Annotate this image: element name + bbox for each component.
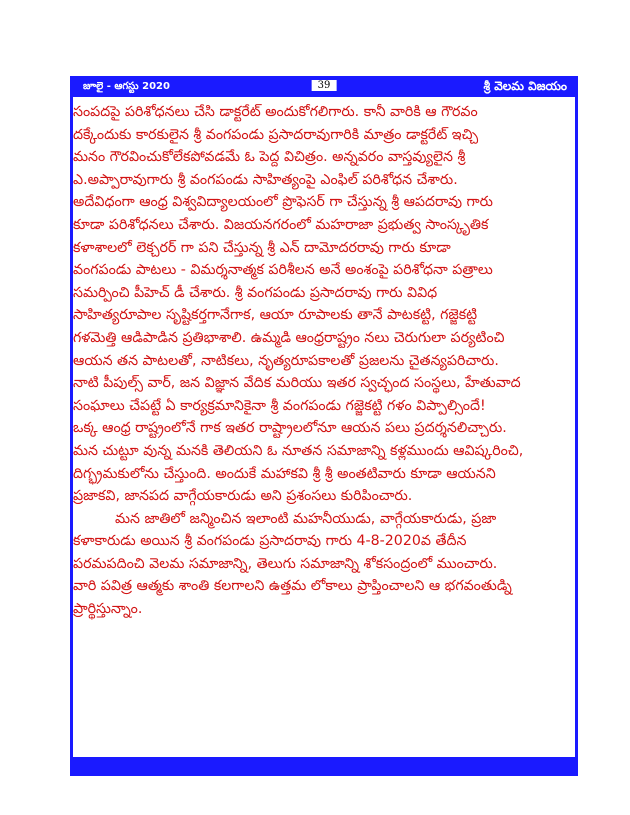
text-line: వారి పవిత్ర ఆత్మకు శాంతి కలగాలని ఉత్తమ లోకాలు ప్రాప్తించాలని ఆ భగవంతుడ్ని (73, 578, 512, 595)
text-line: సంపదపై పరిశోధనలు చేసి డాక్టరేట్ అందుకోగలిగారు. కానీ వారికి ఆ గౌరవం (73, 104, 478, 120)
text-line: మనం గౌరవించుకోలేకపోవడమే ఓ పెద్ద విచిత్రం. అన్నవరం వాస్తవ్యులైన శ్రీ (73, 149, 466, 166)
text-line: గళమెత్తి ఆడిపాడిన ప్రతిభాశాలి. ఉమ్మడి ఆంధ్రరాష్ట్రం నలు చెరుగులా పర్యటించి (73, 329, 505, 346)
text-line: ప్రజాకవి, జానపద వాగ్గేయకారుడు అని ప్రశంసలు కురిపించారు. (73, 488, 413, 505)
header-bar (73, 79, 575, 97)
text-line: నాటి పీపుల్స్ వార్, జన విజ్ఞాన వేదిక మరియు ఇతర స్వచ్ఛంద సంస్థలు, హేతువాద (73, 375, 521, 392)
text-line: ఆయన తన పాటలతో, నాటికలు, నృత్యరూపకాలతో ప్రజలను చైతన్యపరిచారు. (73, 352, 499, 369)
text-line: సంఘాలు చేపట్టే ఏ కార్యక్రమానికైనా శ్రీ వంగపండు గజ్జెకట్టి గళం విప్పాల్సిందే! (73, 397, 486, 414)
text-line: అదేవిధంగా ఆంధ్ర విశ్వవిద్యాలయంలో ప్రొఫెసర్ గా చేస్తున్న శ్రీ ఆపదరావు గారు (73, 194, 493, 211)
page-number: 39 (312, 80, 337, 91)
page-frame (70, 76, 578, 776)
text-line: కూడా పరిశోధనలు చేశారు. విజయనగరంలో మహరాజా ప్రభుత్వ సాంస్కృతిక (73, 216, 489, 233)
text-line: వంగపండు పాటలు - విమర్శనాత్మక పరిశీలన అనే అంశంపై పరిశోధనా పత్రాలు (73, 262, 493, 279)
text-line: పరమపదించి వెలమ సమాజాన్ని, తెలుగు సమాజాన్ని శోకసంద్రంలో ముంచారు. (73, 555, 498, 572)
footer-bar (73, 757, 575, 773)
text-line: సాహిత్యరూపాల సృష్టికర్తగానేగాక, ఆయా రూపాలకు తానే పాటకట్టి, గజ్జెకట్టి (73, 307, 478, 324)
text-line: దిగ్భ్రమకులోను చేస్తుంది. అందుకే మహాకవి శ్రీ శ్రీ అంతటివారు కూడా ఆయనని (73, 465, 496, 482)
text-line: మన చుట్టూ వున్న మనకి తెలియని ఓ నూతన సమాజాన్ని కళ్లముందు ఆవిష్కరించి, (73, 442, 524, 459)
magazine-title: శ్రీ వెలమ విజయం (483, 79, 567, 93)
text-line: ఒక్క ఆంధ్ర రాష్ట్రంలోనే గాక ఇతర రాష్ట్రాలలోనూ ఆయన పలు ప్రదర్శనలిచ్చారు. (73, 420, 507, 437)
text-line: దక్కేందుకు కారకులైన శ్రీ వంగపండు ప్రసాదరావుగారికి మాత్రం డాక్టరేట్ ఇచ్చి (73, 126, 479, 143)
article-body (73, 101, 575, 753)
issue-date: జూలై - ఆగస్టు 2020 (83, 81, 170, 92)
text-line: ప్రార్థిస్తున్నాం. (73, 601, 143, 618)
text-line: ఎ.అప్పారావుగారు శ్రీ వంగపండు సాహిత్యంపై ఎంఫిల్ పరిశోధన చేశారు. (73, 171, 458, 188)
text-line: కళాశాలలో లెక్చరర్ గా పని చేస్తున్న శ్రీ ఎన్ దామోదరరావు గారు కూడా (73, 239, 451, 256)
paragraph-start-line: మన జాతిలో జన్మించిన ఇలాంటి మహనీయుడు, వాగ్గేయకారుడు, ప్రజా (115, 510, 497, 527)
text-line: కళాకారుడు అయిన శ్రీ వంగపండు ప్రసాదరావు గారు 4-8-2020వ తేదీన (73, 533, 467, 550)
text-line: సమర్పించి పీహెచ్ డీ చేశారు. శ్రీ వంగపండు ప్రసాదరావు గారు వివిధ (73, 284, 438, 301)
